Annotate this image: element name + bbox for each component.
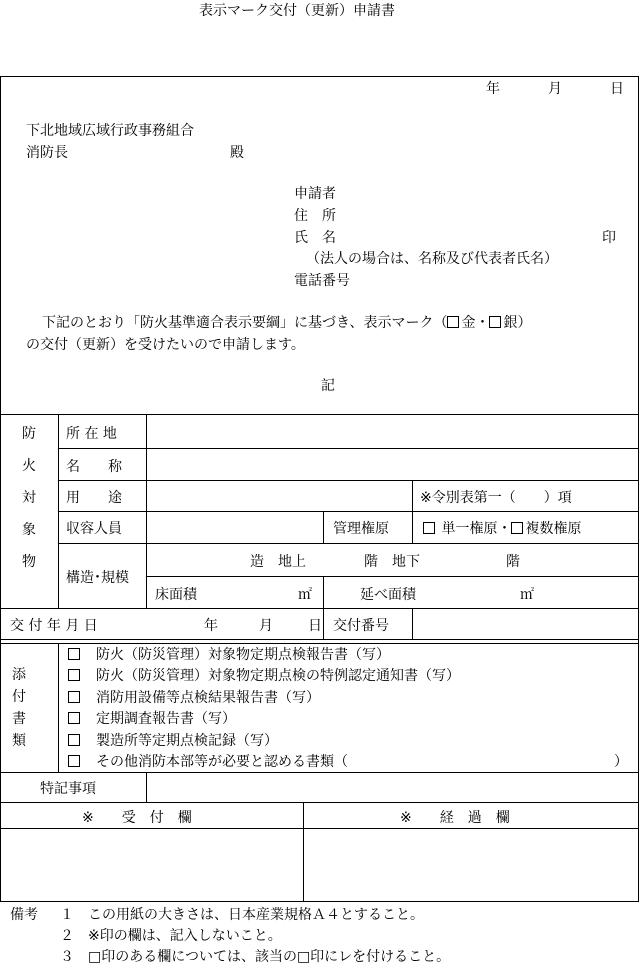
attach-checkbox[interactable] — [68, 734, 80, 746]
row-divider — [0, 608, 639, 609]
issue-number-label: 交付番号 — [333, 618, 389, 634]
applicant-phone-label: 電話番号 — [294, 273, 350, 289]
total-area-unit: ㎡ — [520, 587, 534, 603]
note-item: ２ ※印の欄は、記入しないこと。 — [60, 928, 282, 944]
floor-area-unit: ㎡ — [298, 587, 312, 603]
attach-item: その他消防本部等が必要と認める書類（ — [68, 751, 348, 771]
total-area-label: 延べ面積 — [360, 587, 416, 603]
col-divider — [412, 480, 413, 511]
gold-label: 金・ — [461, 315, 490, 331]
col-divider — [146, 414, 147, 608]
attach-checkbox[interactable] — [68, 712, 80, 724]
applicant-name-label: 氏 名 — [294, 230, 336, 246]
single-label: 単一権原・ — [441, 521, 512, 537]
attach-heading-char: 添 — [12, 667, 26, 683]
progress-label: ※ 経 過 欄 — [400, 810, 510, 826]
capacity-label: 収容人員 — [66, 521, 122, 537]
attach-item: 定期調査報告書（写） — [68, 708, 236, 728]
date-month: 月 — [548, 81, 562, 97]
request-text-a: 下記のとおり「防火基準適合表示要綱」に基づき、表示マーク（ — [42, 315, 448, 331]
reception-label: ※ 受 付 欄 — [82, 810, 192, 826]
attach-item: 防火（防災管理）対象物定期点検の特例認定通知書（写） — [68, 665, 460, 685]
issue-year: 年 — [204, 618, 218, 634]
use-label: 用 途 — [66, 490, 122, 506]
row-divider — [146, 576, 639, 577]
row-divider — [0, 802, 639, 803]
structure-label: 構造･規模 — [66, 570, 129, 586]
mgmt-options — [423, 518, 581, 538]
col-divider — [323, 511, 324, 543]
silver-checkbox[interactable] — [489, 316, 501, 328]
mgmt-label: 管理権原 — [333, 521, 389, 537]
row-divider — [0, 772, 639, 773]
row-divider — [0, 828, 639, 829]
attach-item: 製造所等定期点検記録（写） — [68, 730, 278, 750]
issue-date-label: 交 付 年 月 日 — [10, 618, 98, 634]
seal-mark: 印 — [602, 230, 616, 246]
attach-heading-char: 書 — [12, 711, 26, 727]
silver-label: 銀） — [503, 315, 532, 331]
request-text-line1 — [42, 312, 531, 332]
frame-bottom — [0, 901, 639, 902]
applicant-address-label: 住 所 — [294, 208, 336, 224]
applicant-label: 申請者 — [294, 186, 336, 202]
col-divider — [412, 511, 413, 543]
col-divider — [303, 802, 304, 901]
attach-heading-char: 付 — [12, 689, 26, 705]
remarks-label: 特記事項 — [40, 781, 96, 797]
object-heading-char: 対 — [22, 490, 36, 506]
row-divider — [0, 639, 639, 640]
col-divider — [58, 643, 59, 772]
page-title: 表示マーク交付（更新）申請書 — [199, 3, 395, 19]
request-text-line2: の交付（更新）を受けたいので申請します。 — [26, 337, 305, 353]
floors-above: 造 地上 — [250, 554, 306, 570]
object-heading-char: 火 — [22, 458, 36, 474]
location-label: 所 在 地 — [66, 426, 117, 442]
object-heading-char: 物 — [22, 554, 36, 570]
col-divider — [323, 576, 324, 639]
note-item: ３ □印のある欄については、該当の□印にレを付けること。 — [60, 949, 451, 965]
attach-item: 防火（防災管理）対象物定期点検報告書（写） — [68, 644, 390, 664]
floor-area-label: 床面積 — [155, 587, 197, 603]
attach-item: 消防用設備等点検結果報告書（写） — [68, 687, 320, 707]
col-divider — [58, 414, 59, 608]
attach-checkbox[interactable] — [68, 669, 80, 681]
note-item: １ この用紙の大きさは、日本産業規格Ａ４とすること。 — [60, 907, 424, 923]
attach-checkbox[interactable] — [68, 648, 80, 660]
notes-label: 備考 — [10, 907, 38, 923]
single-checkbox[interactable] — [423, 522, 435, 534]
addressee-honorific: 殿 — [230, 145, 244, 161]
addressee-org: 下北地域広域行政事務組合 — [26, 123, 194, 139]
corp-note: （法人の場合は、名称及び代表者氏名） — [306, 251, 558, 267]
floors-end: 階 — [506, 554, 520, 570]
ki-heading: 記 — [321, 378, 335, 394]
issue-day: 日 — [308, 618, 322, 634]
addressee-chief: 消防長 — [26, 145, 68, 161]
ordinance-item: ※令別表第一（ ）項 — [420, 490, 572, 506]
multiple-checkbox[interactable] — [511, 522, 523, 534]
col-divider — [412, 608, 413, 639]
name-label: 名 称 — [66, 459, 122, 475]
attach-checkbox[interactable] — [68, 691, 80, 703]
multiple-label: 複数権原 — [525, 521, 582, 537]
object-heading-char: 防 — [22, 426, 36, 442]
gold-checkbox[interactable] — [447, 316, 459, 328]
date-day: 日 — [610, 81, 624, 97]
date-year: 年 — [486, 81, 500, 97]
floors-below: 階 地下 — [364, 554, 420, 570]
attach-heading-char: 類 — [12, 733, 26, 749]
col-divider — [146, 772, 147, 802]
section-divider — [0, 414, 639, 415]
attach-close-paren: ） — [614, 754, 628, 770]
frame-top — [0, 76, 639, 77]
issue-month: 月 — [259, 618, 273, 634]
attach-checkbox[interactable] — [68, 755, 80, 767]
object-heading-char: 象 — [22, 522, 36, 538]
